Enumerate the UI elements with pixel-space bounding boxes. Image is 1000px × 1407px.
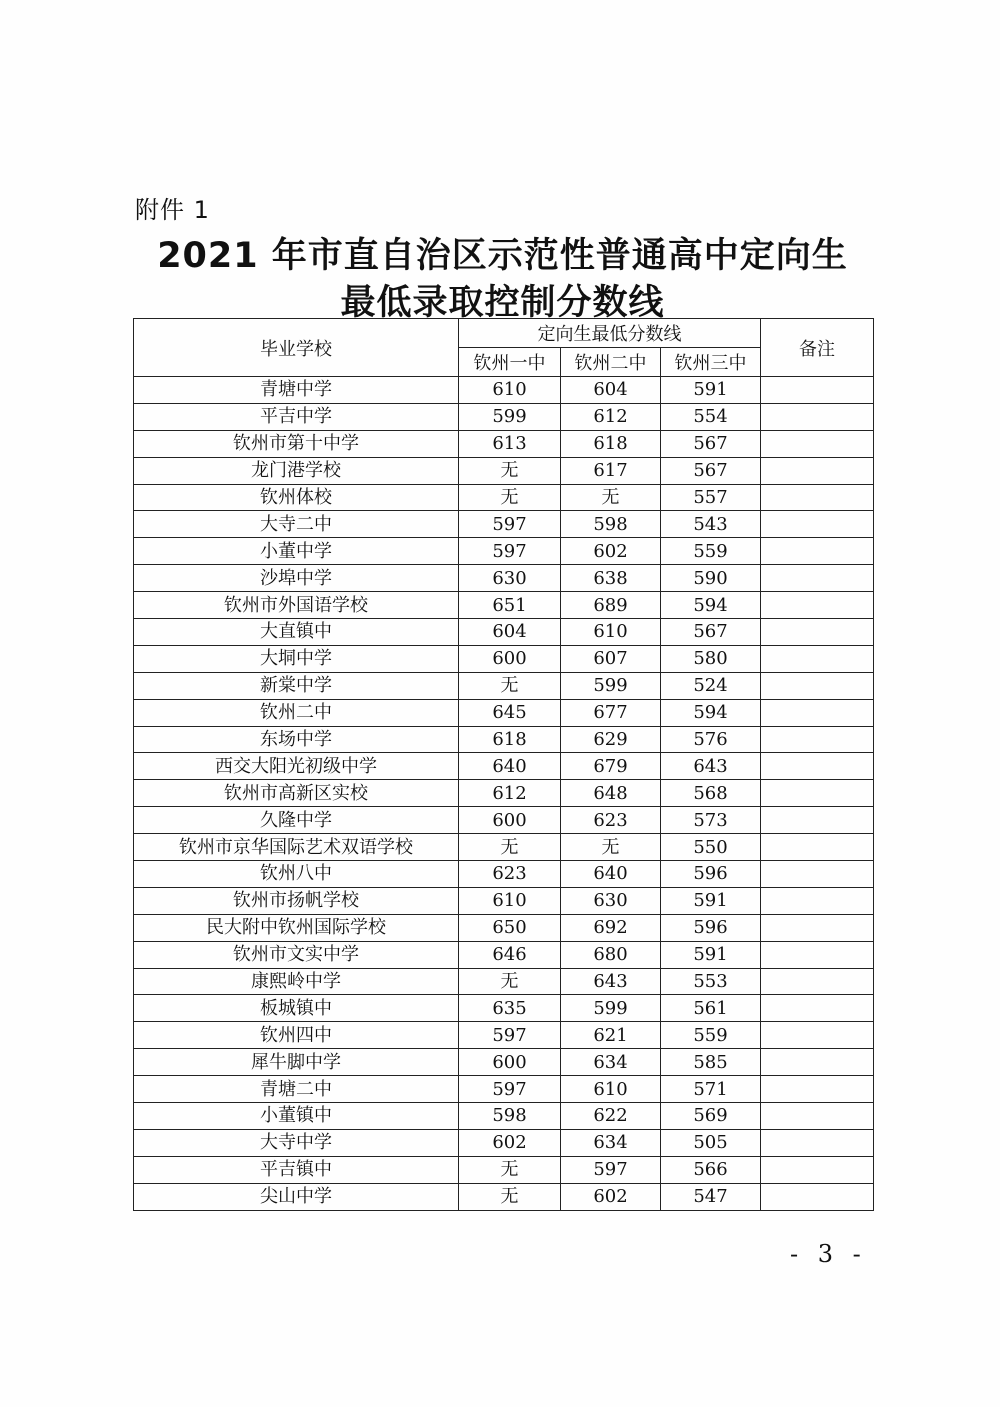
- score-cell-no3: 524: [661, 672, 761, 699]
- note-cell: [761, 699, 874, 726]
- score-cell-no2: 638: [561, 565, 661, 592]
- school-name-cell: 东场中学: [134, 726, 459, 753]
- score-cell-no2: 692: [561, 914, 661, 941]
- note-cell: [761, 484, 874, 511]
- attachment-label: 附件 1: [135, 196, 210, 224]
- school-name-cell: 小董中学: [134, 538, 459, 565]
- table-row: [134, 645, 874, 672]
- score-cell-no3: 543: [661, 511, 761, 538]
- school-name-cell: 青塘中学: [134, 377, 459, 404]
- score-cell-no1: 600: [459, 807, 561, 834]
- score-cell-no3: 576: [661, 726, 761, 753]
- score-cell-no2: 604: [561, 377, 661, 404]
- school-name-cell: 钦州八中: [134, 861, 459, 888]
- school-name-cell: 新棠中学: [134, 672, 459, 699]
- school-name-cell: 钦州市外国语学校: [134, 592, 459, 619]
- note-cell: [761, 1049, 874, 1076]
- school-name-cell: 久隆中学: [134, 807, 459, 834]
- note-cell: [761, 834, 874, 861]
- table-row: [134, 861, 874, 888]
- score-cell-no3: 554: [661, 403, 761, 430]
- score-cell-no3: 590: [661, 565, 761, 592]
- score-cell-no2: 634: [561, 1129, 661, 1156]
- note-cell: [761, 511, 874, 538]
- note-cell: [761, 538, 874, 565]
- score-cell-no1: 无: [459, 1183, 561, 1210]
- score-cell-no2: 598: [561, 511, 661, 538]
- note-cell: [761, 780, 874, 807]
- score-cell-no2: 629: [561, 726, 661, 753]
- school-name-cell: 大寺中学: [134, 1129, 459, 1156]
- score-cell-no3: 591: [661, 377, 761, 404]
- score-cell-no3: 643: [661, 753, 761, 780]
- score-cell-no2: 634: [561, 1049, 661, 1076]
- score-cell-no1: 610: [459, 887, 561, 914]
- table-row: [134, 780, 874, 807]
- note-cell: [761, 726, 874, 753]
- score-cell-no3: 550: [661, 834, 761, 861]
- table-row: [134, 377, 874, 404]
- header-min-score-group: 定向生最低分数线: [459, 319, 761, 348]
- score-cell-no1: 623: [459, 861, 561, 888]
- school-name-cell: 钦州市扬帆学校: [134, 887, 459, 914]
- score-cell-no1: 618: [459, 726, 561, 753]
- note-cell: [761, 430, 874, 457]
- school-name-cell: 大垌中学: [134, 645, 459, 672]
- score-cell-no2: 689: [561, 592, 661, 619]
- score-cell-no1: 613: [459, 430, 561, 457]
- score-cell-no3: 591: [661, 941, 761, 968]
- school-name-cell: 钦州四中: [134, 1022, 459, 1049]
- page-number: - 3 -: [790, 1240, 867, 1268]
- score-cell-no2: 617: [561, 457, 661, 484]
- table-row: [134, 565, 874, 592]
- table-row: [134, 1129, 874, 1156]
- score-cell-no3: 553: [661, 968, 761, 995]
- score-cell-no1: 597: [459, 1076, 561, 1103]
- table-row: [134, 538, 874, 565]
- score-cell-no3: 585: [661, 1049, 761, 1076]
- score-cell-no2: 630: [561, 887, 661, 914]
- score-cell-no2: 621: [561, 1022, 661, 1049]
- header-school: 毕业学校: [134, 319, 459, 377]
- note-cell: [761, 403, 874, 430]
- school-name-cell: 民大附中钦州国际学校: [134, 914, 459, 941]
- school-name-cell: 钦州二中: [134, 699, 459, 726]
- school-name-cell: 钦州体校: [134, 484, 459, 511]
- score-table-body: [134, 377, 874, 1211]
- score-cell-no2: 679: [561, 753, 661, 780]
- table-row: [134, 726, 874, 753]
- score-cell-no1: 无: [459, 834, 561, 861]
- score-cell-no1: 651: [459, 592, 561, 619]
- score-cell-no2: 607: [561, 645, 661, 672]
- note-cell: [761, 1103, 874, 1130]
- score-cell-no3: 591: [661, 887, 761, 914]
- table-row: [134, 1103, 874, 1130]
- school-name-cell: 钦州市文实中学: [134, 941, 459, 968]
- score-cell-no1: 598: [459, 1103, 561, 1130]
- table-row: [134, 914, 874, 941]
- header-qinzhou-no3: 钦州三中: [661, 348, 761, 377]
- note-cell: [761, 592, 874, 619]
- note-cell: [761, 807, 874, 834]
- score-cell-no2: 640: [561, 861, 661, 888]
- score-cell-no2: 618: [561, 430, 661, 457]
- score-cell-no3: 505: [661, 1129, 761, 1156]
- table-row: [134, 672, 874, 699]
- score-cell-no2: 597: [561, 1156, 661, 1183]
- table-row: [134, 1156, 874, 1183]
- score-cell-no2: 623: [561, 807, 661, 834]
- table-row: [134, 941, 874, 968]
- table-row: [134, 619, 874, 646]
- score-cell-no1: 600: [459, 1049, 561, 1076]
- score-cell-no2: 680: [561, 941, 661, 968]
- note-cell: [761, 1156, 874, 1183]
- score-cell-no3: 571: [661, 1076, 761, 1103]
- score-cell-no1: 635: [459, 995, 561, 1022]
- score-cell-no2: 599: [561, 672, 661, 699]
- school-name-cell: 青塘二中: [134, 1076, 459, 1103]
- score-cell-no1: 612: [459, 780, 561, 807]
- score-cell-no1: 610: [459, 377, 561, 404]
- score-cell-no1: 602: [459, 1129, 561, 1156]
- score-cell-no1: 无: [459, 1156, 561, 1183]
- score-cell-no3: 569: [661, 1103, 761, 1130]
- note-cell: [761, 1022, 874, 1049]
- score-cell-no3: 547: [661, 1183, 761, 1210]
- score-cell-no1: 597: [459, 538, 561, 565]
- score-cell-no2: 643: [561, 968, 661, 995]
- score-cell-no3: 580: [661, 645, 761, 672]
- score-cell-no1: 604: [459, 619, 561, 646]
- score-cell-no1: 无: [459, 457, 561, 484]
- table-row: [134, 807, 874, 834]
- note-cell: [761, 753, 874, 780]
- table-row: [134, 403, 874, 430]
- table-row: [134, 484, 874, 511]
- note-cell: [761, 914, 874, 941]
- score-cell-no1: 597: [459, 511, 561, 538]
- school-name-cell: 犀牛脚中学: [134, 1049, 459, 1076]
- score-cell-no3: 567: [661, 457, 761, 484]
- school-name-cell: 钦州市高新区实校: [134, 780, 459, 807]
- school-name-cell: 康熙岭中学: [134, 968, 459, 995]
- table-row: [134, 968, 874, 995]
- school-name-cell: 沙埠中学: [134, 565, 459, 592]
- header-qinzhou-no2: 钦州二中: [561, 348, 661, 377]
- table-row: [134, 1022, 874, 1049]
- header-qinzhou-no1: 钦州一中: [459, 348, 561, 377]
- school-name-cell: 小董镇中: [134, 1103, 459, 1130]
- score-cell-no2: 无: [561, 484, 661, 511]
- school-name-cell: 西交大阳光初级中学: [134, 753, 459, 780]
- note-cell: [761, 645, 874, 672]
- score-cell-no3: 594: [661, 699, 761, 726]
- note-cell: [761, 995, 874, 1022]
- score-cell-no2: 612: [561, 403, 661, 430]
- score-cell-no3: 559: [661, 1022, 761, 1049]
- table-row: [134, 1076, 874, 1103]
- table-row: [134, 1183, 874, 1210]
- note-cell: [761, 1183, 874, 1210]
- note-cell: [761, 1129, 874, 1156]
- note-cell: [761, 672, 874, 699]
- score-cell-no2: 599: [561, 995, 661, 1022]
- school-name-cell: 平吉镇中: [134, 1156, 459, 1183]
- score-cell-no2: 602: [561, 538, 661, 565]
- score-cell-no1: 650: [459, 914, 561, 941]
- school-name-cell: 龙门港学校: [134, 457, 459, 484]
- table-row: [134, 511, 874, 538]
- score-cell-no3: 567: [661, 619, 761, 646]
- score-cell-no2: 648: [561, 780, 661, 807]
- score-cell-no1: 无: [459, 484, 561, 511]
- note-cell: [761, 457, 874, 484]
- school-name-cell: 平吉中学: [134, 403, 459, 430]
- score-cell-no2: 622: [561, 1103, 661, 1130]
- table-row: [134, 592, 874, 619]
- school-name-cell: 大直镇中: [134, 619, 459, 646]
- score-cell-no3: 568: [661, 780, 761, 807]
- table-row: [134, 457, 874, 484]
- score-cell-no3: 594: [661, 592, 761, 619]
- score-cell-no1: 640: [459, 753, 561, 780]
- score-cell-no2: 610: [561, 619, 661, 646]
- school-name-cell: 大寺二中: [134, 511, 459, 538]
- score-cell-no2: 无: [561, 834, 661, 861]
- note-cell: [761, 968, 874, 995]
- note-cell: [761, 887, 874, 914]
- note-cell: [761, 1076, 874, 1103]
- note-cell: [761, 565, 874, 592]
- score-cell-no3: 557: [661, 484, 761, 511]
- score-cell-no2: 602: [561, 1183, 661, 1210]
- school-name-cell: 钦州市第十中学: [134, 430, 459, 457]
- note-cell: [761, 941, 874, 968]
- table-row: [134, 834, 874, 861]
- score-cell-no1: 646: [459, 941, 561, 968]
- score-cell-no1: 无: [459, 672, 561, 699]
- score-table: [133, 318, 874, 1211]
- score-cell-no1: 无: [459, 968, 561, 995]
- score-cell-no1: 645: [459, 699, 561, 726]
- score-cell-no3: 566: [661, 1156, 761, 1183]
- score-cell-no2: 677: [561, 699, 661, 726]
- score-cell-no3: 596: [661, 914, 761, 941]
- table-row: [134, 1049, 874, 1076]
- note-cell: [761, 619, 874, 646]
- score-cell-no3: 567: [661, 430, 761, 457]
- table-row: [134, 995, 874, 1022]
- table-row: [134, 887, 874, 914]
- score-cell-no3: 559: [661, 538, 761, 565]
- note-cell: [761, 377, 874, 404]
- note-cell: [761, 861, 874, 888]
- table-row: [134, 699, 874, 726]
- score-cell-no1: 630: [459, 565, 561, 592]
- score-cell-no2: 610: [561, 1076, 661, 1103]
- score-cell-no3: 596: [661, 861, 761, 888]
- document-title-line-2: 最低录取控制分数线: [340, 283, 665, 323]
- table-row: [134, 430, 874, 457]
- score-cell-no1: 600: [459, 645, 561, 672]
- header-note: 备注: [761, 319, 874, 377]
- school-name-cell: 钦州市京华国际艺术双语学校: [134, 834, 459, 861]
- score-cell-no1: 599: [459, 403, 561, 430]
- score-cell-no3: 561: [661, 995, 761, 1022]
- table-row: [134, 753, 874, 780]
- document-title-line-1: 2021 年市直自治区示范性普通高中定向生: [157, 236, 848, 276]
- school-name-cell: 尖山中学: [134, 1183, 459, 1210]
- score-cell-no1: 597: [459, 1022, 561, 1049]
- school-name-cell: 板城镇中: [134, 995, 459, 1022]
- score-cell-no3: 573: [661, 807, 761, 834]
